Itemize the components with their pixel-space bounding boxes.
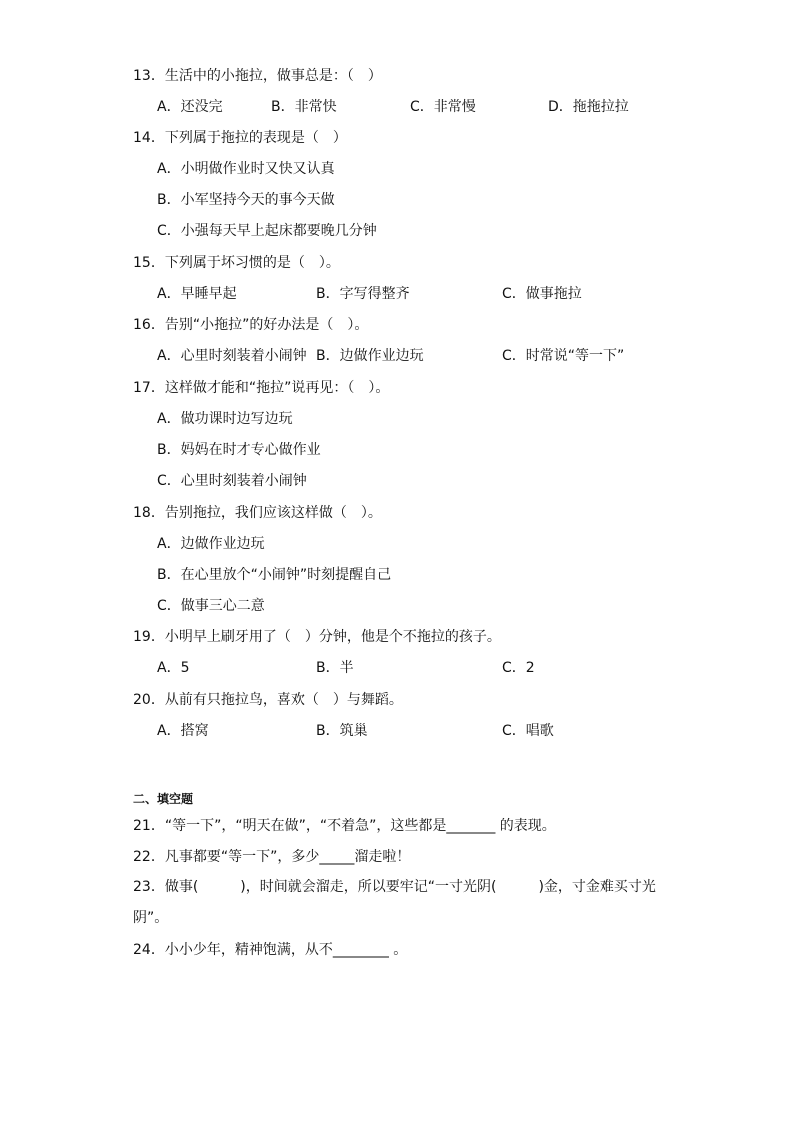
question-13-option-a: A．还没完 (157, 99, 223, 115)
question-18-stem: 18．告别拖拉，我们应该这样做（ ）。 (133, 505, 382, 521)
question-16-option-c: C．时常说“等一下” (502, 348, 625, 364)
question-17-stem: 17．这样做才能和“拖拉”说再见：（ ）。 (133, 380, 390, 396)
question-14-option-b: B．小军坚持今天的事今天做 (157, 192, 335, 208)
question-17-option-b: B．妈妈在时才专心做作业 (157, 442, 321, 458)
question-17-option-a: A．做功课时边写边玩 (157, 411, 293, 427)
question-22: 22．凡事都要“等一下”，多少_____溜走啦！ (133, 849, 411, 865)
question-15-option-c: C．做事拖拉 (502, 286, 582, 302)
section-heading-fill-in: 二、填空题 (133, 792, 194, 806)
question-24: 24．小小少年，精神饱满，从不________ 。 (133, 942, 408, 958)
question-15-option-a: A．早睡早起 (157, 286, 237, 302)
question-15-stem: 15．下列属于坏习惯的是（ ）。 (133, 255, 340, 271)
question-15-option-b: B．字写得整齐 (316, 286, 410, 302)
question-14-option-c: C．小强每天早上起床都要晚几分钟 (157, 223, 377, 239)
question-18-option-c: C．做事三心二意 (157, 598, 265, 614)
question-23: 23．做事( )，时间就会溜走，所以要牢记“一寸光阴( )金，寸金难买寸光阴”。 (133, 879, 656, 926)
question-20-option-c: C．唱歌 (502, 723, 554, 739)
question-20-option-a: A．搭窝 (157, 723, 209, 739)
question-18-option-a: A．边做作业边玩 (157, 536, 265, 552)
question-19-option-a: A．5 (157, 660, 190, 676)
question-19-option-c: C．2 (502, 660, 535, 676)
question-16-option-a: A．心里时刻装着小闹钟 (157, 348, 307, 364)
question-20-stem: 20．从前有只拖拉鸟，喜欢（ ）与舞蹈。 (133, 692, 403, 708)
question-14-stem: 14．下列属于拖拉的表现是（ ） (133, 130, 347, 146)
question-19-stem: 19．小明早上刷牙用了（ ）分钟，他是个不拖拉的孩子。 (133, 629, 501, 645)
question-17-option-c: C．心里时刻装着小闹钟 (157, 473, 307, 489)
question-14-option-a: A．小明做作业时又快又认真 (157, 161, 335, 177)
question-20-option-b: B．筑巢 (316, 723, 368, 739)
question-13-option-c: C．非常慢 (410, 99, 476, 115)
question-16-stem: 16．告别“小拖拉”的好办法是（ ）。 (133, 317, 369, 333)
question-19-option-b: B．半 (316, 660, 354, 676)
question-21: 21．“等一下”，“明天在做”，“不着急”，这些都是_______ 的表现。 (133, 818, 556, 834)
question-13-option-b: B．非常快 (271, 99, 337, 115)
question-13-option-d: D．拖拖拉拉 (548, 99, 629, 115)
question-16-option-b: B．边做作业边玩 (316, 348, 424, 364)
question-18-option-b: B．在心里放个“小闹钟”时刻提醒自己 (157, 567, 392, 583)
question-13-stem: 13．生活中的小拖拉，做事总是：（ ） (133, 68, 382, 84)
